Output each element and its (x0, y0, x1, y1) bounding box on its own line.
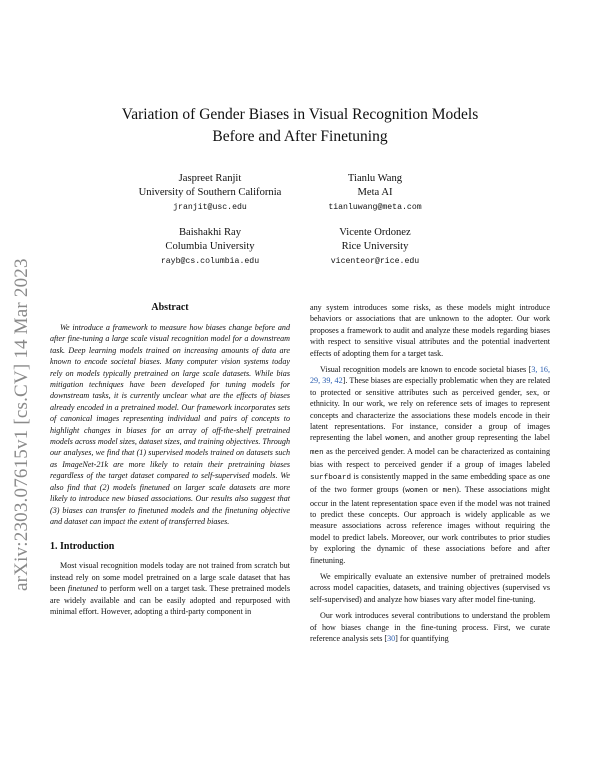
citation-link[interactable]: 30 (387, 633, 396, 643)
abstract-heading: Abstract (151, 302, 189, 313)
code-term: surfboard (310, 473, 352, 482)
author-email[interactable]: jranjit@usc.edu (173, 203, 247, 212)
arxiv-identifier-stamp: arXiv:2303.07615v1 [cs.CV] 14 Mar 2023 (11, 258, 32, 591)
citation-link[interactable]: 3, 16, 29, 39, 42 (310, 365, 550, 386)
text-run: Most visual recognition models today are not trained from scratch but instead rely on some model pretrained on a large scale dataset that has been (50, 561, 290, 594)
code-term: women (405, 487, 428, 496)
author-affiliation: Meta AI (357, 187, 393, 198)
intro-paragraph-2 (310, 364, 550, 566)
author-block (100, 172, 320, 216)
text-run: to perform well on a target task. These pretrained models are widely available and can be easily adopted and repurposed with minimal effort. However, adopting a third-party component in (50, 584, 290, 616)
code-term: women (385, 435, 409, 444)
author-affiliation: University of Southern California (138, 187, 282, 198)
text-run: is consistently mapped in the same embedding space as one of the two former groups ( (310, 471, 550, 495)
paper-title (60, 104, 540, 148)
introduction-heading: 1. Introduction (50, 541, 115, 553)
text-run: , and another group representing the label (408, 433, 550, 443)
author-name: Tianlu Wang (347, 173, 403, 184)
text-run: or (428, 485, 443, 495)
title-line-2: Before and After Finetuning (212, 128, 388, 145)
author-affiliation: Columbia University (165, 241, 255, 252)
author-email[interactable]: vicenteor@rice.edu (330, 257, 420, 266)
intro-paragraph-4 (310, 610, 550, 644)
left-column (50, 302, 290, 622)
text-run: Visual recognition models are known to encode societal biases [ (320, 365, 532, 375)
text-run: Our work introduces several contributions to understand the problem of how biases change in the fine-tuning process. First, we curate reference analysis sets [ (310, 611, 550, 643)
author-block (295, 172, 455, 216)
code-term: men (442, 487, 457, 496)
intro-paragraph-3: We empirically evaluate an extensive number of pretrained models across model capacities, datasets, and training objectives (supervised vs self-supervised) and analyze how biases vary after model fine-tuning. (310, 571, 550, 604)
intro-paragraph-continued: any system introduces some risks, as these models might introduce behaviors or associations that are unknown to the adopter. Our work proposes a framework to audit and analyze these models regarding biases with respect to sensitive visual attributes and the potential inadvertent effects of adopting them for a target task. (310, 303, 550, 358)
abstract-body: We introduce a framework to measure how biases change before and after fine-tuning a large scale visual recognition model for a downstream task. Deep learning models trained on increasing amounts of data are known to encode societal biases. Many computer vision systems today rely on models typically pretrained on large scale datasets. While bias mitigation techniques have been developed for tuning models for downstream tasks, it is currently unclear what are the effects of biases already encoded in a pretrained model. Our framework incorporates sets of canonical images representing individual and pairs of concepts to highlight changes in biases for an array of off-the-shelf pretrained models across model sizes, dataset sizes, and training objectives. Through our analyses, we find that (1) supervised models trained on datasets such as ImageNet-21k are more likely to retain their pretraining biases regardless of the target dataset compared to self-supervised models. We also find that (2) models finetuned on larger scale datasets are more likely to introduce new biased associations. Our results also suggest that (3) biases can transfer to finetuned models and the finetuning objective and dataset can impact the extent of transferred biases. (50, 323, 290, 526)
emphasis-text: finetuned (67, 584, 98, 594)
code-term: men (310, 448, 324, 457)
author-name: Vicente Ordonez (339, 227, 411, 238)
text-run: ] for quantifying (395, 633, 449, 643)
author-affiliation: Rice University (341, 241, 409, 252)
author-name: Baishakhi Ray (178, 227, 242, 238)
author-email[interactable]: rayb@cs.columbia.edu (160, 257, 260, 266)
text-run: as the perceived gender. A model can be characterized as containing bias with respect to perceived gender if a group of images labeled (310, 446, 550, 470)
author-block (100, 226, 320, 270)
author-block (295, 226, 455, 270)
right-column (310, 302, 550, 649)
intro-paragraph-1 (50, 560, 290, 617)
text-run: ]. These biases are especially problematic when they are related to protected or sensitive attributes such as perceived gender, sex, or ethnicity. In our work, we rely on reference sets of images to represent concepts and characterize the associations these models encode in their latent representations. For instance, consider a group of images representing the label (310, 376, 551, 443)
author-email[interactable]: tianluwang@meta.com (328, 203, 422, 212)
author-name: Jaspreet Ranjit (178, 173, 242, 184)
title-line-1: Variation of Gender Biases in Visual Recognition Models (121, 106, 479, 123)
text-run: ). These associations might occur in the latent representation space even if the model was not trained to predict these concepts. Our approach is widely applicable as we measure associations across reference images without requiring the model to predict labels. Moreover, our work contributes to prior studies by exploring the dynamic of these associations before and after finetuning. (310, 485, 551, 565)
